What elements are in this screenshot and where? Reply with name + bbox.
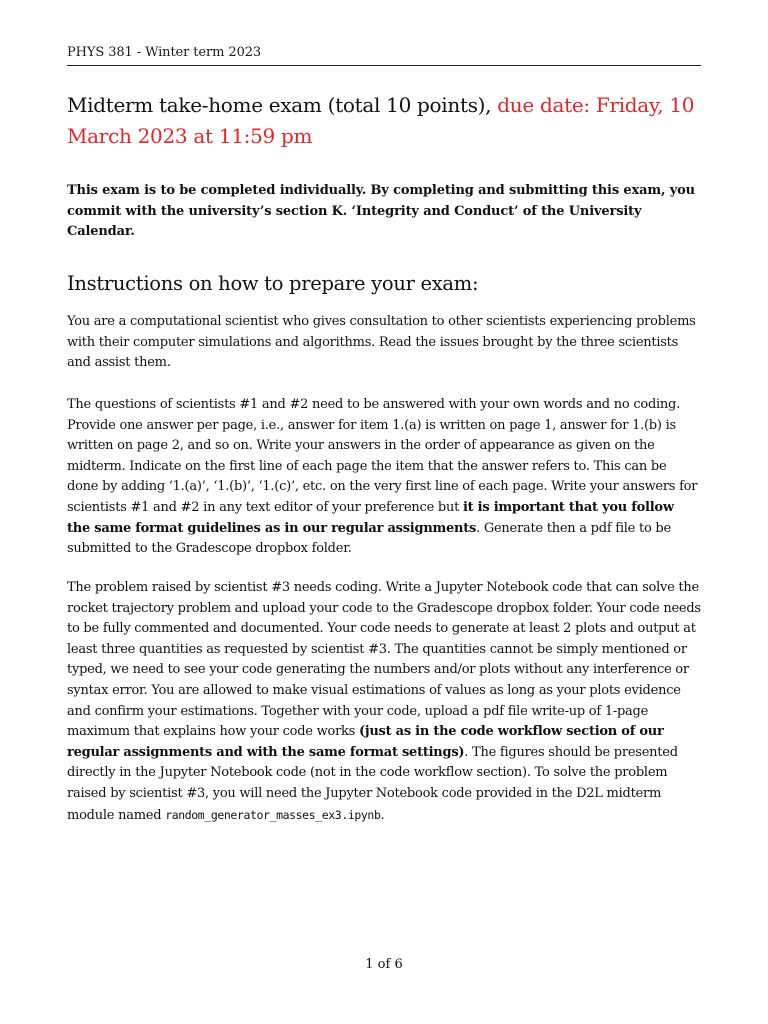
instructions-paragraph-3 — [67, 578, 701, 826]
header-rule — [67, 65, 701, 66]
running-header: PHYS 381 - Winter term 2023 — [67, 45, 262, 60]
instructions-heading: Instructions on how to prepare your exam: — [67, 272, 479, 295]
paragraph-2-emphasis: it is important that you follow the same format guidelines as in our regular assignments — [67, 499, 674, 536]
paragraph-3-text: The problem raised by scientist #3 needs coding. Write a Jupyter Notebook code that can solve the rocket trajectory problem and upload your code to the Gradescope dropbox folder. Your code needs to be fully commented and documented. Your code needs to generate at least 2 plots and output at least three quantities as requested by scientist #3. The quantities cannot be simply mentioned or typed, we need to see your code generating the numbers and/or plots without any interference or syntax error. You are allowed to make visual estimations of values as long as your plots evidence and confirm your estimations. Together with your code, upload a pdf file write-up of 1-page maximum that explains how your code works — [67, 580, 701, 740]
instructions-paragraph-2 — [67, 395, 701, 560]
paragraph-3-text-end: . — [380, 807, 385, 823]
exam-title-main: Midterm take-home exam (total 10 points), — [67, 93, 498, 117]
paragraph-3-emphasis: (just as in the code workflow section of our regular assignments and with the same format settings) — [67, 724, 664, 760]
integrity-statement: This exam is to be completed individually. By completing and submitting this exam, you commit with the university’s section K. ‘Integrity and Conduct’ of the University Calendar. — [67, 183, 695, 239]
page-number: 1 of 6 — [365, 957, 403, 972]
instructions-paragraph-1: You are a computational scientist who gives consultation to other scientists experiencing problems with their computer simulations and algorithms. Read the issues brought by the three scientists and assist them. — [67, 314, 696, 371]
paragraph-2-text: The questions of scientists #1 and #2 need to be answered with your own words and no coding. Provide one answer per page, i.e., answer for item 1.(a) is written on page 1, answer for 1.(b) is written on page 2, and so on. Write your answers in the order of appearance as given on the midterm. Indicate on the first line of each page the item that the answer refers to. This can be done by adding ‘1.(a)’, ‘1.(b)’, ‘1.(c)’, etc. on the very first line of each page. Write your answers for scientists #1 and #2 in any text editor of your preference but — [67, 397, 698, 515]
exam-title — [67, 90, 701, 152]
notebook-filename: random_generator_masses_ex3.ipynb — [165, 807, 381, 822]
due-date: due date: Friday, 10 March 2023 at 11:59 pm — [67, 93, 695, 148]
paragraph-3-text-middle: . The figures should be presented directly in the Jupyter Notebook code (not in the code workflow section). To solve the problem raised by scientist #3, you will need the Jupyter Notebook code provided in the D2L midterm module named — [67, 744, 678, 823]
paragraph-2-text-end: . Generate then a pdf file to be submitted to the Gradescope dropbox folder. — [67, 520, 671, 557]
